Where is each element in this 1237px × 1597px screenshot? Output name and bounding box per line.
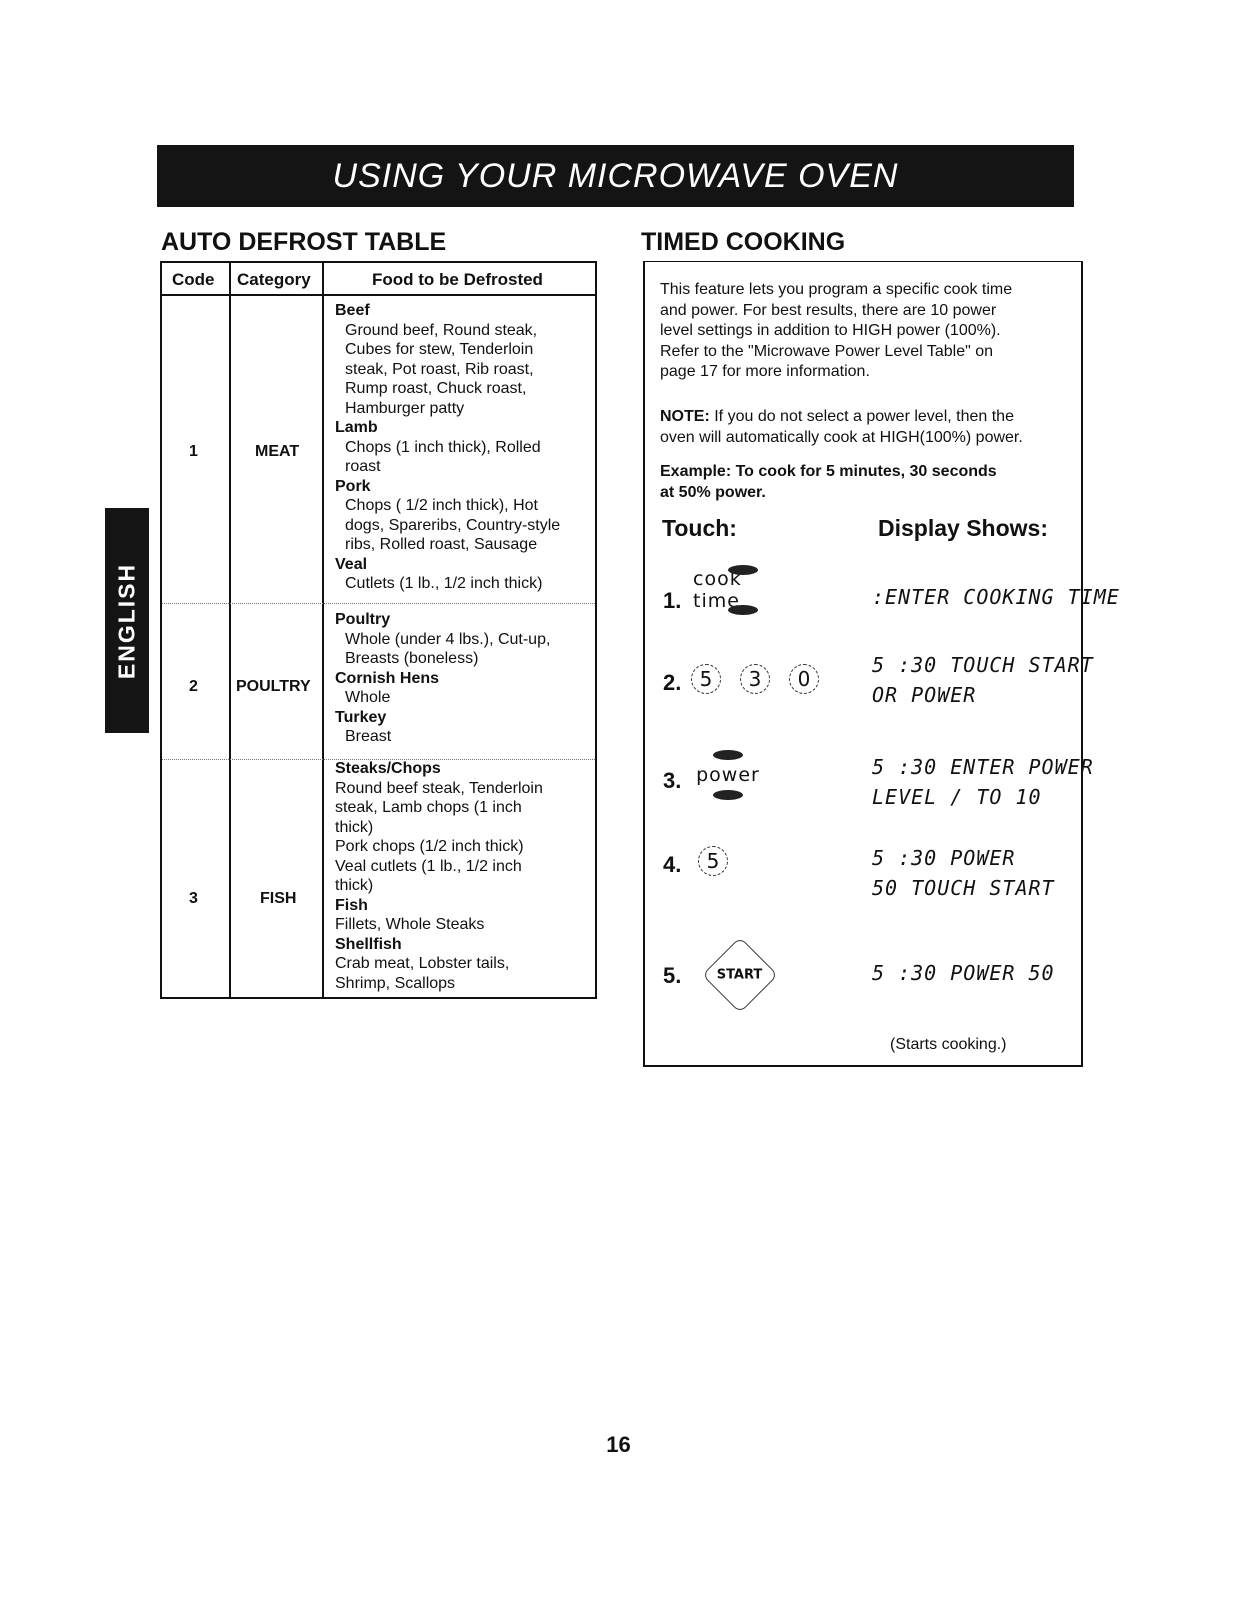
touch-heading: Touch:	[662, 515, 737, 541]
food-category: Steaks/Chops	[335, 760, 441, 777]
number-key-icon	[691, 664, 721, 694]
row-code: 2	[189, 678, 198, 695]
step-number: 3.	[663, 768, 682, 793]
food-category: Shellfish	[335, 935, 402, 953]
display-line: 5 :30 POWER 50	[872, 961, 1055, 985]
intro-line: level settings in addition to HIGH power (100%).	[660, 322, 1001, 339]
banner-title: USING YOUR MICROWAVE OVEN	[332, 156, 899, 195]
food-item: roast	[345, 458, 381, 475]
display-line: 5 :30 TOUCH START	[872, 653, 1094, 677]
key-digit: 5	[699, 667, 713, 691]
note-paragraph	[660, 407, 1065, 448]
column-divider	[229, 263, 231, 997]
food-item: Fillets, Whole Steaks	[335, 916, 485, 933]
food-item: Veal cutlets (1 lb., 1/2 inch	[335, 857, 522, 875]
food-category: Turkey	[335, 708, 387, 726]
food-item: Crab meat, Lobster tails,	[335, 955, 510, 972]
example-line: at 50% power.	[660, 483, 766, 501]
header-code: Code	[172, 270, 215, 289]
intro-line: Refer to the "Microwave Power Level Table" on	[660, 342, 994, 360]
example-line: Example: To cook for 5 minutes, 30 seconds	[660, 463, 997, 480]
row-category: FISH	[260, 890, 297, 907]
intro-paragraph	[660, 280, 1065, 383]
display-readout	[872, 958, 1055, 988]
row-code: 1	[189, 443, 198, 460]
food-category: Lamb	[335, 419, 378, 436]
row-category: MEAT	[255, 443, 300, 460]
food-item: Hamburger patty	[345, 399, 465, 417]
food-item: Rump roast, Chuck roast,	[345, 380, 527, 397]
display-line: 5 :30 ENTER POWER	[872, 755, 1094, 779]
food-item: Whole (under 4 lbs.), Cut-up,	[345, 630, 551, 648]
food-item: Breast	[345, 728, 392, 745]
defrost-table	[160, 261, 597, 999]
display-readout	[872, 843, 1055, 903]
display-line: 5 :30 POWER	[872, 846, 1016, 870]
food-item: Chops (1 inch thick), Rolled	[345, 438, 541, 456]
note-label: NOTE:	[660, 408, 710, 425]
header-food: Food to be Defrosted	[372, 270, 543, 289]
food-item: thick)	[335, 877, 374, 894]
food-list	[335, 301, 560, 594]
language-tab	[105, 508, 149, 733]
display-readout	[872, 582, 1120, 612]
key-label: START	[717, 967, 763, 983]
step-number: 1.	[663, 588, 682, 613]
intro-line: and power. For best results, there are 10 power	[660, 301, 997, 319]
display-readout	[872, 650, 1094, 710]
column-divider	[322, 263, 324, 997]
food-item: Chops ( 1/2 inch thick), Hot	[345, 497, 538, 514]
starts-cooking-note: (Starts cooking.)	[890, 1036, 1007, 1053]
row-category: POULTRY	[236, 678, 311, 695]
food-item: Ground beef, Round steak,	[345, 321, 538, 339]
number-key-icon	[698, 846, 728, 876]
food-item: Cubes for stew, Tenderloin	[345, 341, 534, 358]
display-heading: Display Shows:	[878, 515, 1048, 541]
food-item: dogs, Spareribs, Country-style	[345, 516, 561, 534]
row-divider	[162, 603, 595, 604]
food-category: Fish	[335, 896, 368, 914]
food-item: steak, Pot roast, Rib roast,	[345, 360, 534, 378]
food-item: Shrimp, Scallops	[335, 974, 456, 992]
display-line: LEVEL / TO 10	[872, 785, 1042, 809]
page-number: 16	[606, 1432, 631, 1457]
key-digit: 5	[706, 849, 720, 873]
key-label: power	[696, 764, 760, 786]
key-digit: 0	[797, 667, 811, 691]
key-digit: 3	[748, 667, 762, 691]
step-number: 2.	[663, 670, 682, 695]
food-item: Pork chops (1/2 inch thick)	[335, 838, 524, 855]
food-item: thick)	[335, 818, 374, 836]
display-line: OR POWER	[872, 683, 977, 707]
food-list	[335, 610, 550, 747]
display-readout	[872, 752, 1094, 812]
food-item: Cutlets (1 lb., 1/2 inch thick)	[345, 575, 543, 592]
number-key-icon	[740, 664, 770, 694]
power-key-icon	[693, 762, 763, 788]
cook-time-key-icon	[693, 568, 793, 612]
note-line: oven will automatically cook at HIGH(100%) power.	[660, 428, 1023, 446]
food-category: Cornish Hens	[335, 669, 440, 687]
timed-cooking-title: TIMED COOKING	[641, 228, 846, 256]
defrost-table-title: AUTO DEFROST TABLE	[161, 228, 447, 256]
display-line: :ENTER COOKING TIME	[872, 585, 1120, 609]
food-category: Beef	[335, 302, 370, 319]
example-paragraph	[660, 462, 1065, 503]
header-category: Category	[237, 270, 311, 289]
language-tab-label: ENGLISH	[113, 562, 140, 679]
intro-line: page 17 for more information.	[660, 363, 870, 380]
page-banner	[157, 145, 1074, 207]
row-code: 3	[189, 890, 198, 907]
food-category: Veal	[335, 555, 368, 573]
food-item: steak, Lamb chops (1 inch	[335, 799, 522, 816]
display-line: 50 TOUCH START	[872, 876, 1055, 900]
intro-line: This feature lets you program a specific cook time	[660, 281, 1013, 298]
food-item: Round beef steak, Tenderloin	[335, 779, 543, 797]
step-number: 5.	[663, 963, 682, 988]
food-item: Breasts (boneless)	[345, 650, 479, 667]
note-line: If you do not select a power level, then the	[714, 408, 1014, 425]
food-item: ribs, Rolled roast, Sausage	[345, 536, 538, 553]
step-number: 4.	[663, 852, 682, 877]
number-key-icon	[789, 664, 819, 694]
key-label: cook time	[693, 568, 742, 612]
food-category: Pork	[335, 477, 371, 495]
food-category: Poultry	[335, 611, 391, 628]
food-item: Whole	[345, 689, 391, 706]
food-list	[335, 759, 543, 993]
table-header-row	[162, 263, 595, 296]
